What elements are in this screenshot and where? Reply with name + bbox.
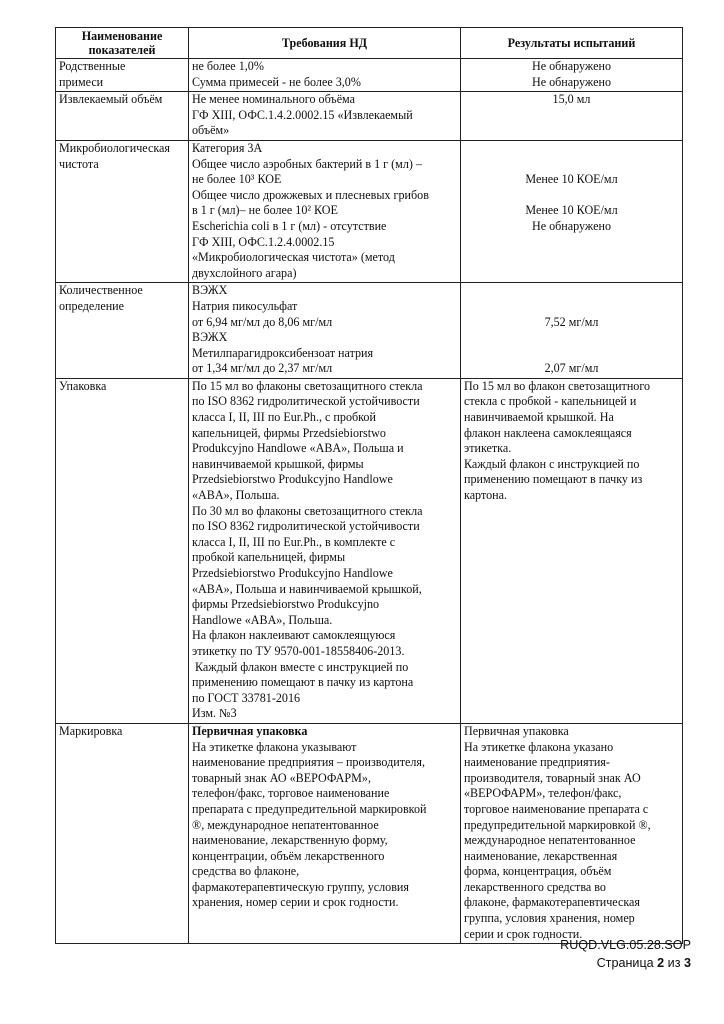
cell-line: картона. [464,488,507,503]
cell-line: Общее число дрожжевых и плесневых грибов [192,187,429,202]
cell-line: ГФ XIII, ОФС.1.2.4.0002.15 [192,234,335,249]
table-row [56,59,683,92]
result-cell [461,92,683,141]
row-name-cell [56,140,189,282]
cell-line: по ISO 8362 гидролитической устойчивости [192,519,420,534]
page-footer [560,936,691,972]
cell-line: в 1 г (мл)– не более 10² КОЕ [192,203,338,218]
requirement-cell [189,140,461,282]
cell-line: группа, условия хранения, номер [464,911,635,926]
cell-line: На этикетке флакона указано [464,739,614,754]
cell-line: фармакотерапевтическую группу, условия [192,879,409,894]
cell-line: Не обнаружено [531,74,612,89]
requirement-cell [189,92,461,141]
cell-line: Каждый флакон с инструкцией по [464,456,640,471]
cell-line: не более 1,0% [192,59,264,73]
cell-line: примеси [59,74,104,89]
cell-line: этикетка. [464,441,512,456]
row-name-cell [56,723,189,943]
row-name-cell [56,92,189,141]
page-number [560,954,691,972]
cell-line: Przedsiebiorstwo Produkcyjno Handlowe [192,472,393,487]
cell-line: ®, международное непатентованное [192,817,379,832]
cell-line: На этикетке флакона указывают [192,739,357,754]
header-results: Результаты испытаний [461,28,683,59]
cell-line: применению помещают в пачку из картона [192,675,414,690]
cell-line: товарный знак АО «ВЕРОФАРМ», [192,770,371,785]
cell-line: класса I, II, III по Eur.Ph., с пробкой [192,410,376,425]
cell-line: По 30 мл во флаконы светозащитного стекла [192,503,423,518]
header-requirements: Требования НД [189,28,461,59]
cell-line: применению помещают в пачку из [464,472,643,487]
requirement-cell [189,283,461,379]
cell-line: навинчиваемой крышкой, фирмы [192,456,364,471]
table-header-row [56,28,683,59]
cell-line: ВЭЖХ [192,283,228,298]
cell-line: определение [59,298,125,313]
cell-line: Przedsiebiorstwo Produkcyjno Handlowe [192,566,393,580]
cell-line: Общее число аэробных бактерий в 1 г (мл) – [192,156,422,171]
cell-line: Сумма примесей - не более 3,0% [192,74,361,89]
cell-line: флаконе, фармакотерапевтическая [464,895,640,910]
cell-line: По 15 мл во флаконы светозащитного стекла [192,378,423,393]
cell-line: Не обнаружено [531,59,612,73]
cell-line: от 6,94 мг/мл до 8,06 мг/мл [192,314,333,329]
cell-line: лекарственного средства во [464,879,606,894]
cell-line: хранения, номер серии и срок годности. [192,895,399,910]
cell-line: «ВЕРОФАРМ», телефон/факс, [464,786,622,801]
row-name-cell [56,283,189,379]
cell-line: серии и срок годности. [464,926,583,941]
of-word: из [667,956,681,970]
cell-line: этикетку по ТУ 9570-001-18558406-2013. [192,643,405,658]
cell-line: класса I, II, III по Eur.Ph., в комплекте с [192,534,396,549]
header-indicators: Наименование показателей [56,28,189,59]
table-row [56,723,683,943]
cell-line: ГФ XIII, ОФС.1.4.2.0002.15 «Извлекаемый [192,107,413,122]
cell-line: концентрации, объём лекарственного [192,848,385,863]
cell-line: «ABA», Польша и навинчиваемой крышкой, [192,581,422,596]
document-code: RUQD.VLG.05.28.SOP [560,938,691,952]
cell-line: Родственные [59,59,126,73]
cell-line: от 1,34 мг/мл до 2,37 мг/мл [192,361,333,376]
cell-line: На флакон наклеивают самоклеящуюся [192,628,396,643]
cell-line: международное непатентованное [464,833,636,848]
cell-line: по ISO 8362 гидролитической устойчивости [192,394,420,409]
cell-line: средства во флаконе, [192,864,300,879]
cell-line: наименование, лекарственная [464,848,618,863]
cell-line: объём» [192,123,230,138]
cell-line: телефон/факс, торговое наименование [192,786,390,801]
cell-line: Изм. №3 [192,706,237,721]
cell-line: препарата с предупредительной маркировкой [192,801,427,816]
cell-line: пробкой капельницей, фирмы [192,550,346,565]
cell-line: Натрия пикосульфат [192,298,298,313]
cell-line: Маркировка [59,723,123,738]
cell-line: Не менее номинального объёма [192,92,355,107]
current-page: 2 [657,956,665,970]
cell-line: фирмы Przedsiebiorstwo Produkcyjno [192,597,380,612]
row-name-cell [56,378,189,723]
cell-line: Метилпарагидроксибензоат натрия [192,345,374,360]
total-pages: 3 [683,956,691,970]
table-row [56,92,683,141]
result-cell [461,723,683,943]
requirement-cell [189,378,461,723]
cell-line: 2,07 мг/мл [544,361,599,376]
table-row [56,378,683,723]
result-cell [461,283,683,379]
primary-package-title: Первичная упаковка [464,723,569,738]
cell-line: Handlowe «ABA», Польша. [192,612,333,627]
cell-line: Упаковка [59,378,107,393]
result-cell [461,140,683,282]
cell-line: Escherichia coli в 1 г (мл) - отсутствие [192,218,387,233]
cell-line: 7,52 мг/мл [544,314,599,329]
cell-line: Produkcyjno Handlowe «ABA», Польша и [192,441,404,456]
cell-line: производителя, товарный знак АО [464,770,641,785]
page-word: Страница [596,956,654,970]
cell-line: 15,0 мл [552,92,591,107]
requirement-cell [189,723,461,943]
cell-line: форма, концентрация, объём [464,864,612,879]
cell-line: навинчиваемой крышкой. На [464,410,614,425]
cell-line: Категория 3А [192,140,263,155]
cell-line: Количественное [59,283,143,298]
cell-line: «ABA», Польша. [192,488,280,503]
table-row [56,283,683,379]
result-cell [461,59,683,92]
cell-line: «Микробиологическая чистота» (метод [192,250,395,265]
cell-line: чистота [59,156,99,171]
row-name-cell [56,59,189,92]
cell-line: По 15 мл во флакон светозащитного [464,378,651,393]
cell-line: предупредительной маркировкой ®, [464,817,651,832]
cell-line: Извлекаемый объём [59,92,163,107]
result-cell [461,378,683,723]
requirement-cell [189,59,461,92]
specification-table [55,27,683,944]
cell-line: стекла с пробкой - капельницей и [464,394,637,409]
cell-line: Менее 10 КОЕ/мл [525,172,618,187]
cell-line: не более 10³ КОЕ [192,172,282,187]
cell-line: флакон наклеена самоклеящаяся [464,425,632,440]
cell-line: торговое наименование препарата с [464,801,649,816]
cell-line: наименование предприятия – производителя, [192,755,425,770]
cell-line: по ГОСТ 33781-2016 [192,690,301,705]
cell-line: капельницей, фирмы Przedsiebiorstwo [192,425,386,440]
cell-line: Менее 10 КОЕ/мл [525,203,618,218]
cell-line: Не обнаружено [531,218,612,233]
primary-package-title: Первичная упаковка [192,723,308,738]
cell-line: наименование, лекарственную форму, [192,833,388,848]
cell-line: ВЭЖХ [192,330,228,345]
cell-line: двухслойного агара) [192,265,297,280]
cell-line: Каждый флакон вместе с инструкцией по [192,659,409,674]
cell-line: наименование предприятия- [464,755,610,770]
cell-line: Микробиологическая [59,140,170,155]
table-row [56,140,683,282]
